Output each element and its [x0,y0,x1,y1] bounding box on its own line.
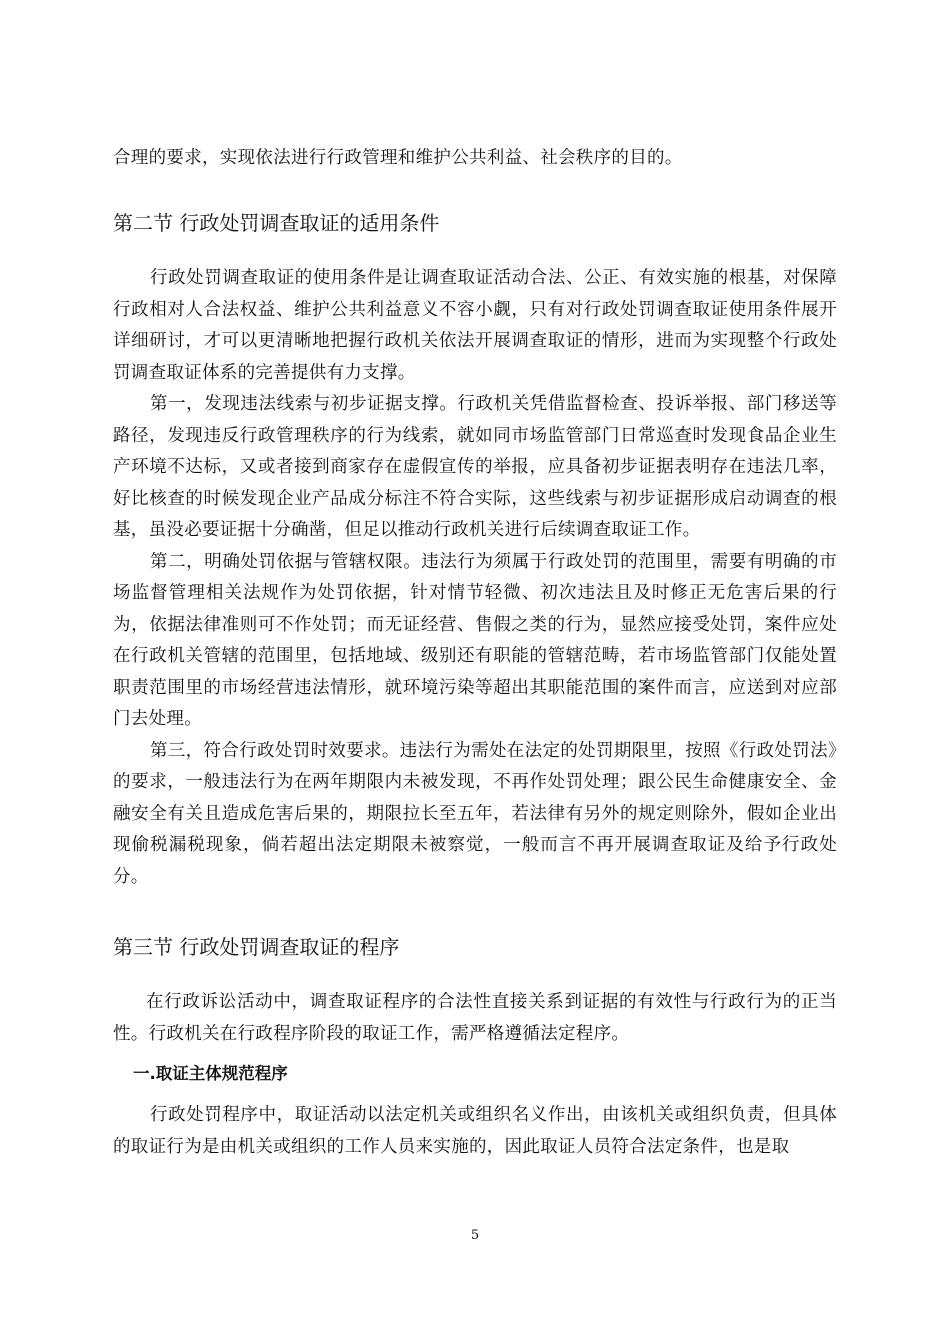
section-2-paragraph-1: 行政处罚调查取证的使用条件是让调查取证活动合法、公正、有效实施的根基，对保障行政相对人合法权益、维护公共利益意义不容小觑，只有对行政处罚调查取证使用条件展开详细研讨，才可以更清晰地把握行政机关依法开展调查取证的情形，进而为实现整个行政处罚调查取证体系的完善提供有力支撑。 [113,268,837,383]
section-2-paragraph-3: 第二，明确处罚依据与管辖权限。违法行为须属于行政处罚的范围里，需要有明确的市场监督管理相关法规作为处罚依据，针对情节轻微、初次违法且及时修正无危害后果的行为，依据法律准则可不作处罚；而无证经营、售假之类的行为，显然应接受处罚，案件应处在行政机关管辖的范围里，包括地域、级别还有职能的管辖范畴，若市场监管部门仅能处置职责范围里的市场经营违法情形，就环境污染等超出其职能范围的案件而言，应送到对应部门去处理。 [113,551,837,729]
continuation-paragraph [113,143,837,175]
subsection-1-heading: 一.取证主体规范程序 [133,1064,288,1083]
section-2-body [113,263,837,893]
section-2-heading: 第二节 行政处罚调查取证的适用条件 [113,211,440,235]
section-3-heading: 第三节 行政处罚调查取证的程序 [113,935,400,959]
section-3-intro-paragraph: 在行政诉讼活动中，调查取证程序的合法性直接关系到证据的有效性与行政行为的正当性。行政机关在行政程序阶段的取证工作，需严格遵循法定程序。 [113,992,837,1044]
subsection-1-paragraph: 行政处罚程序中，取证活动以法定机关或组织名义作出，由该机关或组织负责，但具体的取证行为是由机关或组织的工作人员来实施的，因此取证人员符合法定条件，也是取 [113,1105,837,1157]
section-2-paragraph-4: 第三，符合行政处罚时效要求。违法行为需处在法定的处罚期限里，按照《行政处罚法》的要求，一般违法行为在两年期限内未被发现，不再作处罚处理；跟公民生命健康安全、金融安全有关且造成危害后果的，期限拉长至五年，若法律有另外的规定则除外，假如企业出现偷税漏税现象，倘若超出法定期限未被察觉，一般而言不再开展调查取证及给予行政处分。 [113,740,837,887]
section-3-intro [113,987,837,1050]
subsection-1-body [113,1100,837,1163]
paragraph-continuation: 合理的要求，实现依法进行行政管理和维护公共利益、社会秩序的目的。 [113,148,683,168]
page-number: 5 [470,1228,480,1243]
section-2-paragraph-2: 第一，发现违法线索与初步证据支撑。行政机关凭借监督检查、投诉举报、部门移送等路径，发现违反行政管理秩序的行为线索，就如同市场监管部门日常巡查时发现食品企业生产环境不达标，又或者接到商家存在虚假宣传的举报，应具备初步证据表明存在违法几率，好比核查的时候发现企业产品成分标注不符合实际，这些线索与初步证据形成启动调查的根基，虽没必要证据十分确凿，但足以推动行政机关进行后续调查取证工作。 [113,394,837,540]
